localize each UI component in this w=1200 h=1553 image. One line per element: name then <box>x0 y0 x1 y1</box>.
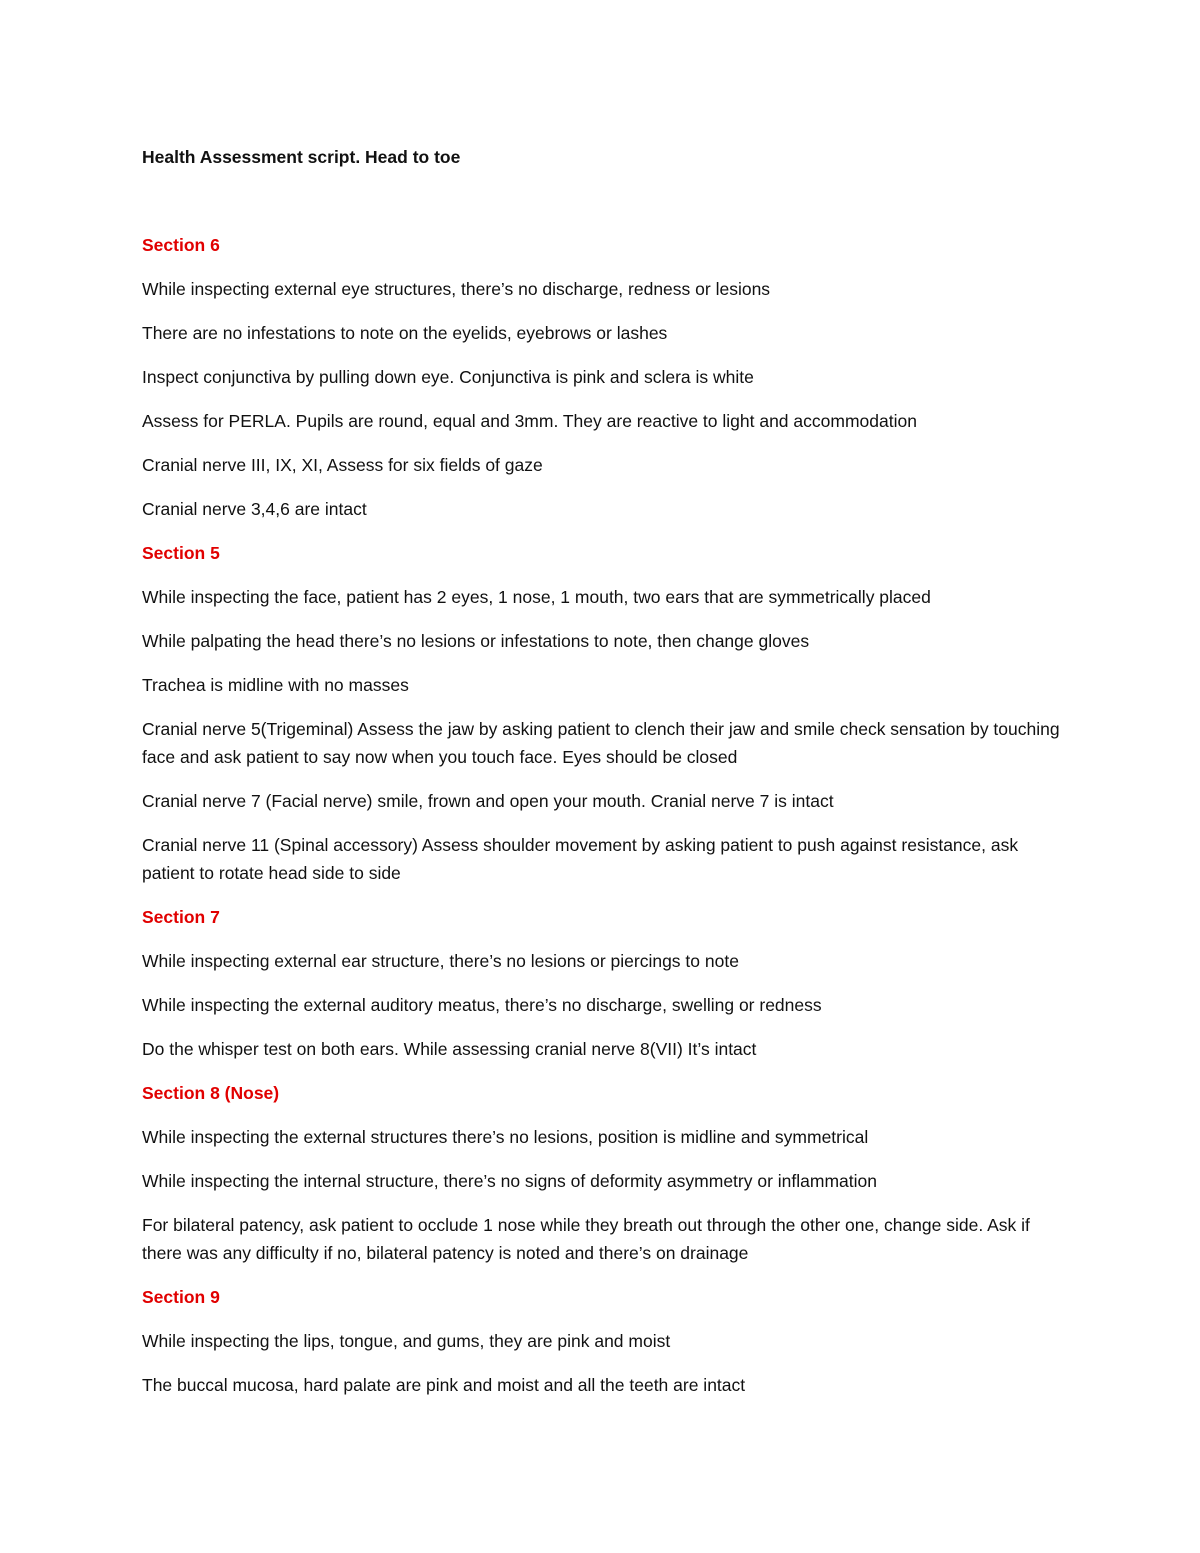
paragraph: Cranial nerve 11 (Spinal accessory) Assess shoulder movement by asking patient to push against resistance, ask patient to rotate head side to side <box>142 835 1019 883</box>
document-body <box>142 143 1072 1415</box>
paragraph: Trachea is midline with no masses <box>142 675 409 695</box>
paragraph: There are no infestations to note on the eyelids, eyebrows or lashes <box>142 323 668 343</box>
section-heading: Section 5 <box>142 543 220 563</box>
paragraph: While inspecting external ear structure, there’s no lesions or piercings to note <box>142 951 739 971</box>
section-9 <box>142 1283 1072 1399</box>
section-heading: Section 9 <box>142 1287 220 1307</box>
paragraph: Assess for PERLA. Pupils are round, equal and 3mm. They are reactive to light and accommodation <box>142 411 917 431</box>
section-7 <box>142 903 1072 1063</box>
section-5 <box>142 539 1072 887</box>
paragraph: The buccal mucosa, hard palate are pink and moist and all the teeth are intact <box>142 1375 746 1395</box>
paragraph: Inspect conjunctiva by pulling down eye. Conjunctiva is pink and sclera is white <box>142 367 754 387</box>
paragraph: Cranial nerve 5(Trigeminal) Assess the jaw by asking patient to clench their jaw and smile check sensation by touching face and ask patient to say now when you touch face. Eyes should be closed <box>142 719 1060 767</box>
paragraph: While inspecting the external auditory meatus, there’s no discharge, swelling or redness <box>142 995 822 1015</box>
paragraph: Do the whisper test on both ears. While assessing cranial nerve 8(VII) It’s intact <box>142 1039 757 1059</box>
paragraph: While inspecting the internal structure, there’s no signs of deformity asymmetry or inflammation <box>142 1171 877 1191</box>
paragraph: For bilateral patency, ask patient to occlude 1 nose while they breath out through the other one, change side. Ask if there was any difficulty if no, bilateral patency is noted and there’s on drainage <box>142 1215 1030 1263</box>
paragraph: While inspecting the lips, tongue, and gums, they are pink and moist <box>142 1331 671 1351</box>
section-heading: Section 7 <box>142 907 220 927</box>
section-6 <box>142 231 1072 523</box>
document-title: Health Assessment script. Head to toe <box>142 147 461 167</box>
paragraph: While palpating the head there’s no lesions or infestations to note, then change gloves <box>142 631 810 651</box>
paragraph: Cranial nerve III, IX, XI, Assess for six fields of gaze <box>142 455 543 475</box>
paragraph: Cranial nerve 7 (Facial nerve) smile, frown and open your mouth. Cranial nerve 7 is intact <box>142 791 834 811</box>
paragraph: Cranial nerve 3,4,6 are intact <box>142 499 367 519</box>
paragraph: While inspecting the external structures there’s no lesions, position is midline and symmetrical <box>142 1127 869 1147</box>
paragraph: While inspecting the face, patient has 2 eyes, 1 nose, 1 mouth, two ears that are symmetrically placed <box>142 587 931 607</box>
paragraph: While inspecting external eye structures, there’s no discharge, redness or lesions <box>142 279 771 299</box>
section-heading: Section 8 (Nose) <box>142 1083 280 1103</box>
section-heading: Section 6 <box>142 235 220 255</box>
section-8-nose <box>142 1079 1072 1267</box>
